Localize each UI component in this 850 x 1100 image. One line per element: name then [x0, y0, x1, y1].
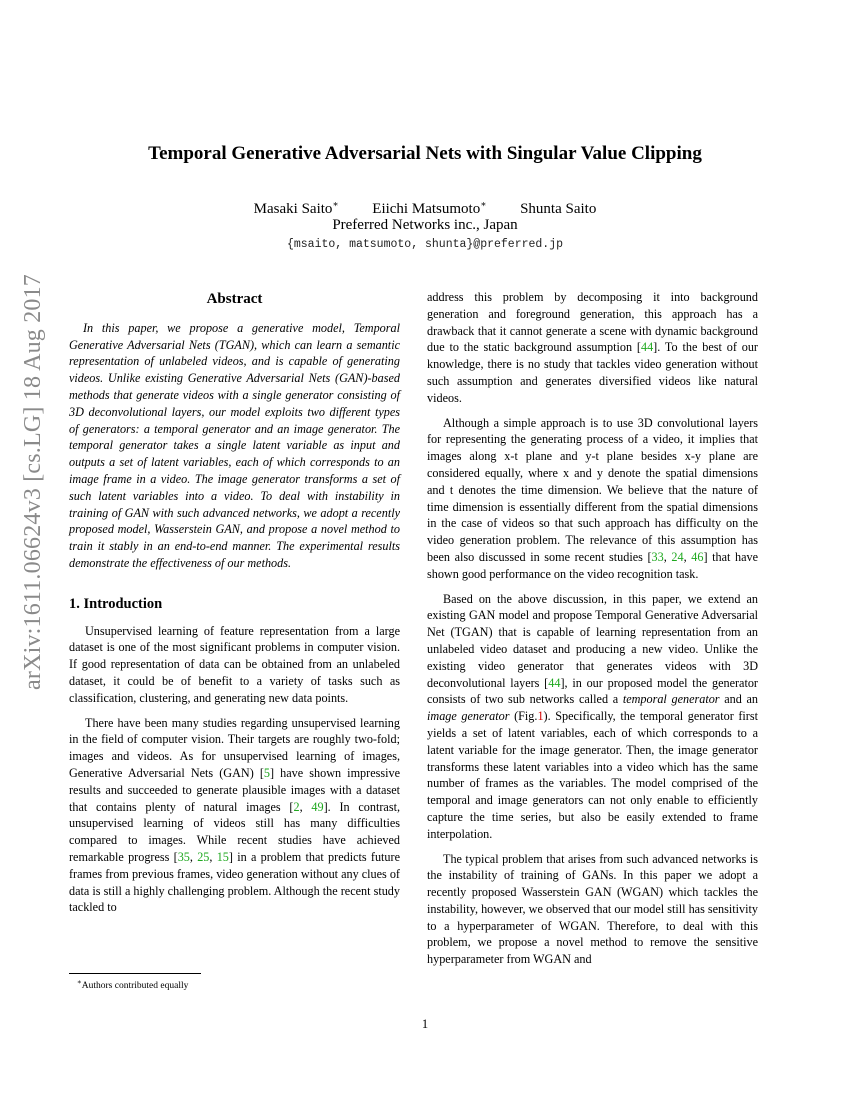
- citation-link[interactable]: 25: [197, 849, 210, 864]
- citation-link[interactable]: 15: [216, 849, 229, 864]
- arxiv-stamp: arXiv:1611.06624v3 [cs.LG] 18 Aug 2017: [20, 274, 46, 690]
- footnote-divider: [69, 973, 201, 974]
- intro-paragraph-2-continued: address this problem by decomposing it into background generation and foreground generation, this approach has a drawback that it cannot generate a scene with dynamic background due to the static background assumption [44]. To the best of our knowledge, there is no study that tackles video generation without such assumption and generates diversified videos like natural videos.: [427, 290, 758, 405]
- section-heading-introduction: 1. Introduction: [69, 595, 163, 612]
- citation-link[interactable]: 46: [691, 549, 704, 564]
- figure-link[interactable]: 1: [537, 709, 544, 724]
- citation-link[interactable]: 44: [640, 340, 654, 355]
- intro-paragraph-2: There have been many studies regarding unsupervised learning in the field of computer vision. Their targets are roughly two-fold; images and videos. As for unsupervised learning of images, Generative Adversarial Nets (GAN) [5] have shown impressive results and succeeded to generate plausible images with a dataset that contains plenty of natural images [2, 49]. In contrast, unsupervised learning of videos still has many difficulties compared to images. While recent studies have achieved remarkable progress [35, 25, 15] in a problem that predicts future frames from previous frames, video generation without any clues of data is still a highly challenging problem. Although the recent study tackled to: [69, 715, 400, 915]
- right-column: [427, 289, 758, 976]
- author: Shunta Saito: [520, 201, 597, 217]
- intro-paragraph-1: Unsupervised learning of feature representation from a large dataset is one of the most significant problems in computer vision. If good representation of data can be obtained from an unlabeled dataset, it could be of benefit to a variety of tasks such as classification, clustering, and generating new data points.: [69, 623, 400, 705]
- author-list: [0, 199, 850, 218]
- author: Eiichi Matsumoto∗: [372, 199, 487, 217]
- abstract-heading: Abstract: [206, 291, 263, 307]
- citation-link[interactable]: 2: [293, 799, 300, 814]
- citation-link[interactable]: 24: [671, 549, 684, 564]
- intro-paragraph-5: The typical problem that arises from such advanced networks is the instability of training of GANs. In this paper we adopt a recently proposed Wasserstein GAN (WGAN) which tackles the instability, however, we observed that our model still has sensitivity to a hyperparameter of WGAN. Therefore, to deal with this problem, we propose a novel method to remove the sensitive hyperparameter from WGAN and: [427, 851, 758, 967]
- page-number: 1: [421, 1017, 429, 1031]
- citation-link[interactable]: 5: [263, 765, 271, 780]
- citation-link[interactable]: 35: [177, 849, 190, 864]
- citation-link[interactable]: 49: [311, 799, 324, 814]
- intro-paragraph-3: Although a simple approach is to use 3D convolutional layers for representing the generating process of a video, it implies that images along x-t plane and y-t plane besides x-y plane are considered equally, where x and y denote the spatial dimensions and t denotes the time dimension. We believe that the nature of time dimension is essentially different from the spatial dimensions in the case of videos so that such approach has difficulty on the video generation problem. The relevance of this assumption has been also discussed in some recent studies [33, 24, 46] that have shown good performance on the video recognition task.: [427, 415, 759, 581]
- intro-paragraph-4: Based on the above discussion, in this paper, we extend an existing GAN model and propose Temporal Generative Adversarial Net (TGAN) that is capable of learning representation from an unlabeled video dataset and producing a new video. Unlike the existing video generator that generates videos with 3D deconvolutional layers [44], in our proposed model the generator consists of two sub networks called a temporal generator and an image generator (Fig.1). Specifically, the temporal generator first yields a set of latent variables, each of which corresponds to a latent variable for the image generator. Then, the image generator transforms these latent variables into a video which has the same number of frames as the variables. The model comprised of the temporal and image generators can not only enable to efficiently capture the time series, but also be easily extended to frame interpolation.: [427, 591, 758, 841]
- footnote: ∗Authors contributed equally: [77, 978, 189, 992]
- left-column: [69, 289, 400, 924]
- citation-link[interactable]: 44: [548, 675, 561, 690]
- affiliation: Preferred Networks inc., Japan: [332, 217, 518, 233]
- author-emails: {msaito, matsumoto, shunta}@preferred.jp: [286, 238, 564, 251]
- author: Masaki Saito∗: [253, 199, 339, 217]
- citation-link[interactable]: 33: [651, 549, 664, 564]
- paper-title: Temporal Generative Adversarial Nets with Singular Value Clipping: [148, 143, 702, 164]
- abstract-text: In this paper, we propose a generative model, Temporal Generative Adversarial Nets (TGAN), which can learn a semantic representation of unlabeled videos, and is capable of generating videos. Unlike existing Generative Adversarial Nets (GAN)-based methods that generate videos with a single generator consisting of 3D deconvolutional layers, our model exploits two different types of generators: a temporal generator and an image generator. The temporal generator takes a single latent variable as input and outputs a set of latent variables, each of which corresponds to an image frame in a video. The image generator transforms a set of such latent variables into a video. To deal with instability in training of GAN with such advanced networks, we adopt a recently proposed model, Wasserstein GAN, and propose a novel method to train it stably in an end-to-end manner. The experimental results demonstrate the effectiveness of our methods.: [69, 320, 400, 570]
